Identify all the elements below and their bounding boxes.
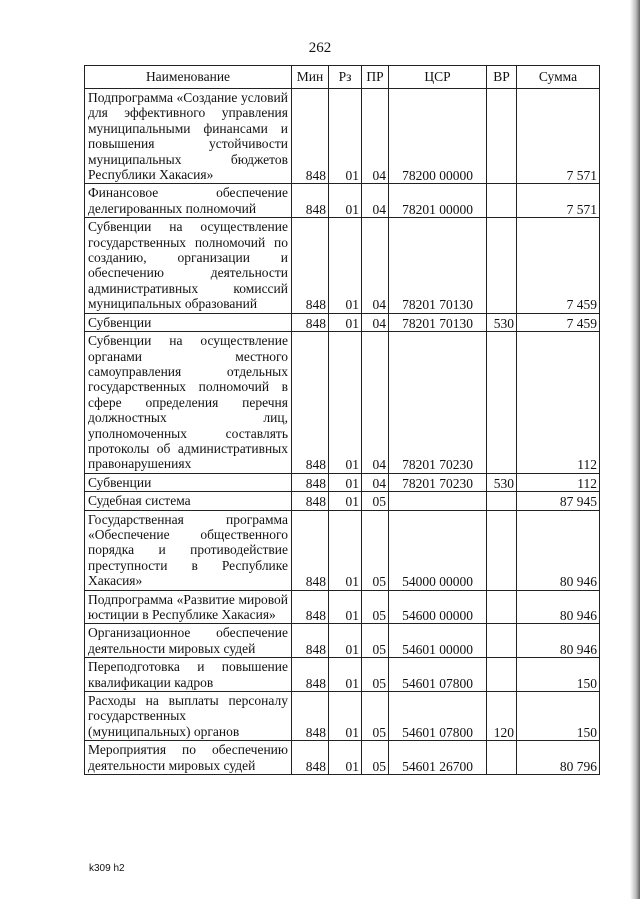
table-row bbox=[85, 741, 600, 775]
row-sum: 80 946 bbox=[517, 624, 600, 658]
row-csr: 78201 70130 bbox=[389, 218, 487, 313]
row-sum: 150 bbox=[517, 658, 600, 692]
row-pr: 05 bbox=[362, 624, 389, 658]
row-vr: 120 bbox=[487, 692, 517, 741]
row-rz: 01 bbox=[329, 218, 362, 313]
row-csr: 78201 70130 bbox=[389, 313, 487, 331]
table-row bbox=[85, 313, 600, 331]
row-sum: 80 946 bbox=[517, 590, 600, 624]
row-sum: 150 bbox=[517, 692, 600, 741]
row-min: 848 bbox=[292, 218, 329, 313]
row-min: 848 bbox=[292, 89, 329, 184]
row-rz: 01 bbox=[329, 89, 362, 184]
row-csr: 54600 00000 bbox=[389, 590, 487, 624]
row-pr: 05 bbox=[362, 741, 389, 775]
row-sum: 7 459 bbox=[517, 218, 600, 313]
row-name: Субвенции bbox=[85, 313, 292, 331]
footer-code: k309 h2 bbox=[89, 863, 125, 874]
row-pr: 04 bbox=[362, 89, 389, 184]
row-name: Подпрограмма «Создание условий для эффективного управления муниципальными финансами и повышения устойчивости муниципальных бюджетов Республики Хакасия» bbox=[85, 89, 292, 184]
row-vr bbox=[487, 332, 517, 474]
row-min: 848 bbox=[292, 510, 329, 590]
row-rz: 01 bbox=[329, 741, 362, 775]
table-row bbox=[85, 89, 600, 184]
row-pr: 04 bbox=[362, 184, 389, 218]
row-pr: 05 bbox=[362, 492, 389, 510]
row-min: 848 bbox=[292, 313, 329, 331]
budget-table bbox=[84, 65, 600, 775]
row-vr bbox=[487, 492, 517, 510]
row-pr: 05 bbox=[362, 692, 389, 741]
row-pr: 05 bbox=[362, 658, 389, 692]
row-name: Судебная система bbox=[85, 492, 292, 510]
row-min: 848 bbox=[292, 184, 329, 218]
table-row bbox=[85, 332, 600, 474]
row-min: 848 bbox=[292, 332, 329, 474]
table-row bbox=[85, 692, 600, 741]
row-vr bbox=[487, 89, 517, 184]
row-name: Государственная программа «Обеспечение общественного порядка и противодействие преступности в Республике Хакасия» bbox=[85, 510, 292, 590]
page-number: 262 bbox=[308, 40, 332, 56]
row-rz: 01 bbox=[329, 473, 362, 491]
row-name: Организационное обеспечение деятельности мировых судей bbox=[85, 624, 292, 658]
row-name: Переподготовка и повышение квалификации кадров bbox=[85, 658, 292, 692]
row-min: 848 bbox=[292, 658, 329, 692]
row-csr: 78200 00000 bbox=[389, 89, 487, 184]
column-header-name: Наименование bbox=[85, 66, 292, 89]
row-rz: 01 bbox=[329, 332, 362, 474]
row-min: 848 bbox=[292, 492, 329, 510]
row-sum: 7 459 bbox=[517, 313, 600, 331]
row-vr: 530 bbox=[487, 473, 517, 491]
row-rz: 01 bbox=[329, 658, 362, 692]
row-pr: 04 bbox=[362, 218, 389, 313]
table-row bbox=[85, 510, 600, 590]
column-header-pr: ПР bbox=[362, 66, 389, 89]
row-csr: 54601 26700 bbox=[389, 741, 487, 775]
column-header-sum: Сумма bbox=[517, 66, 600, 89]
column-header-csr: ЦСР bbox=[389, 66, 487, 89]
table-row bbox=[85, 218, 600, 313]
row-vr bbox=[487, 510, 517, 590]
table-row bbox=[85, 590, 600, 624]
row-sum: 80 796 bbox=[517, 741, 600, 775]
row-vr bbox=[487, 624, 517, 658]
row-sum: 87 945 bbox=[517, 492, 600, 510]
row-vr bbox=[487, 658, 517, 692]
row-csr: 54000 00000 bbox=[389, 510, 487, 590]
row-vr bbox=[487, 590, 517, 624]
column-header-min: Мин bbox=[292, 66, 329, 89]
table-row bbox=[85, 184, 600, 218]
column-header-vr: ВР bbox=[487, 66, 517, 89]
row-rz: 01 bbox=[329, 624, 362, 658]
row-vr bbox=[487, 218, 517, 313]
row-rz: 01 bbox=[329, 184, 362, 218]
row-csr: 54601 00000 bbox=[389, 624, 487, 658]
row-rz: 01 bbox=[329, 313, 362, 331]
row-name: Субвенции на осуществление органами местного самоуправления отдельных государственных полномочий в сфере определения перечня должностных лиц, уполномоченных составлять протоколы об административных правонарушениях bbox=[85, 332, 292, 474]
table-header-row bbox=[85, 66, 600, 89]
row-vr: 530 bbox=[487, 313, 517, 331]
row-rz: 01 bbox=[329, 692, 362, 741]
row-pr: 05 bbox=[362, 590, 389, 624]
row-sum: 112 bbox=[517, 473, 600, 491]
row-sum: 80 946 bbox=[517, 510, 600, 590]
row-csr: 54601 07800 bbox=[389, 658, 487, 692]
row-name: Финансовое обеспечение делегированных полномочий bbox=[85, 184, 292, 218]
row-vr bbox=[487, 741, 517, 775]
row-csr: 78201 70230 bbox=[389, 332, 487, 474]
row-csr: 78201 70230 bbox=[389, 473, 487, 491]
row-min: 848 bbox=[292, 692, 329, 741]
row-rz: 01 bbox=[329, 510, 362, 590]
row-name: Мероприятия по обеспечению деятельности мировых судей bbox=[85, 741, 292, 775]
row-pr: 04 bbox=[362, 473, 389, 491]
row-sum: 112 bbox=[517, 332, 600, 474]
table-row bbox=[85, 624, 600, 658]
budget-table-container bbox=[84, 65, 600, 775]
table-row bbox=[85, 492, 600, 510]
row-sum: 7 571 bbox=[517, 89, 600, 184]
row-pr: 05 bbox=[362, 510, 389, 590]
row-pr: 04 bbox=[362, 332, 389, 474]
row-csr bbox=[389, 492, 487, 510]
row-min: 848 bbox=[292, 473, 329, 491]
row-name: Расходы на выплаты персоналу государственных (муниципальных) органов bbox=[85, 692, 292, 741]
row-name: Субвенции на осуществление государственных полномочий по созданию, организации и обеспечению деятельности административных комиссий муниципальных образований bbox=[85, 218, 292, 313]
row-rz: 01 bbox=[329, 492, 362, 510]
row-name: Субвенции bbox=[85, 473, 292, 491]
row-rz: 01 bbox=[329, 590, 362, 624]
table-row bbox=[85, 658, 600, 692]
row-min: 848 bbox=[292, 624, 329, 658]
column-header-rz: Рз bbox=[329, 66, 362, 89]
row-csr: 54601 07800 bbox=[389, 692, 487, 741]
row-pr: 04 bbox=[362, 313, 389, 331]
row-min: 848 bbox=[292, 741, 329, 775]
row-csr: 78201 00000 bbox=[389, 184, 487, 218]
row-name: Подпрограмма «Развитие мировой юстиции в Республике Хакасия» bbox=[85, 590, 292, 624]
row-vr bbox=[487, 184, 517, 218]
row-min: 848 bbox=[292, 590, 329, 624]
table-row bbox=[85, 473, 600, 491]
row-sum: 7 571 bbox=[517, 184, 600, 218]
scan-shadow-edge bbox=[630, 0, 640, 899]
